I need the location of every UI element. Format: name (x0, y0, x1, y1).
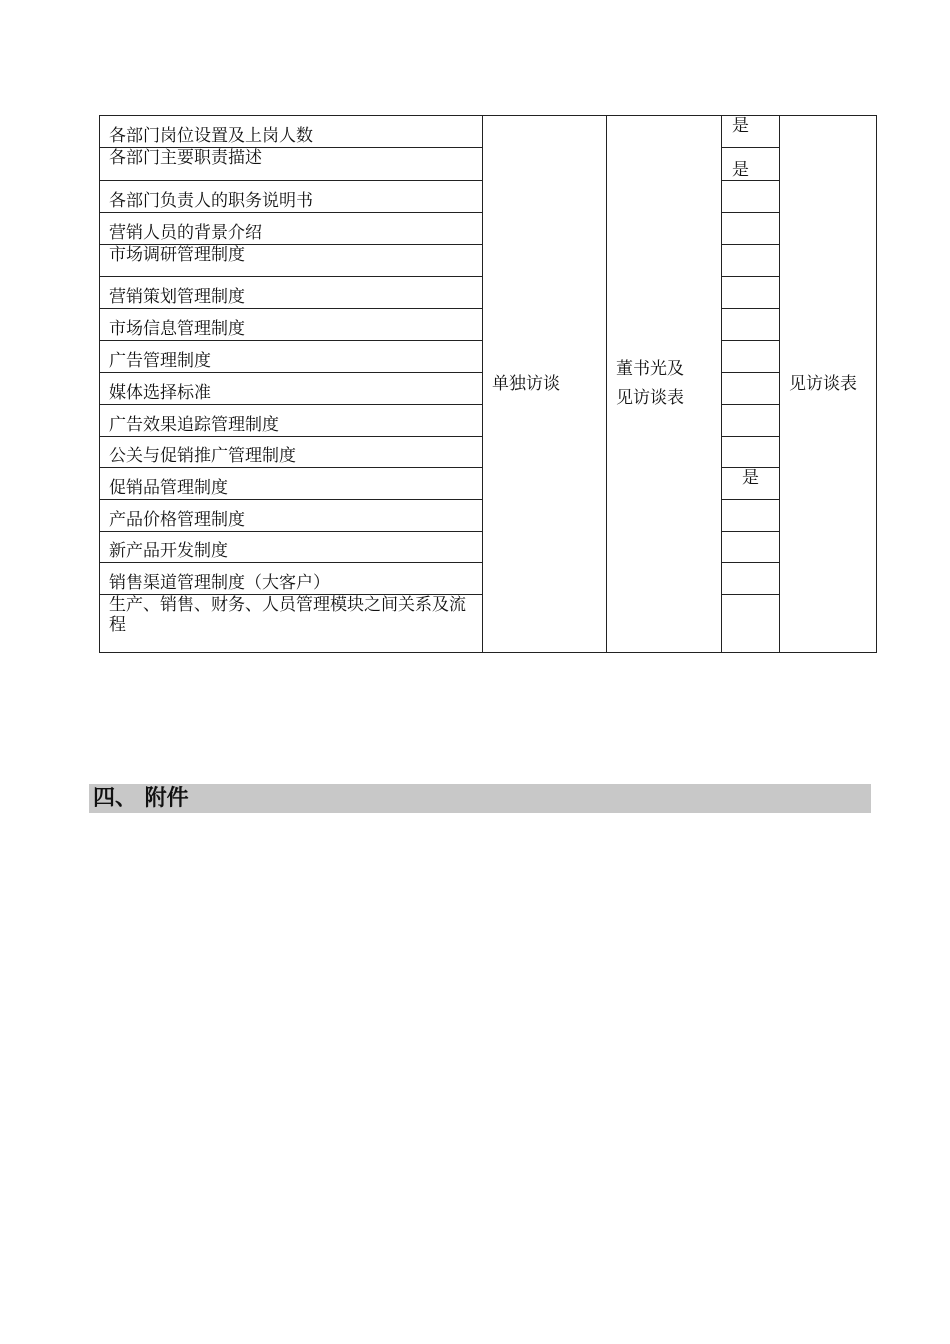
check-cell (722, 341, 780, 373)
item-cell: 各部门主要职责描述 (100, 148, 483, 181)
check-cell (722, 277, 780, 309)
table-body (100, 116, 877, 653)
interviewee-cell (607, 116, 722, 653)
item-cell: 各部门负责人的职务说明书 (100, 181, 483, 213)
check-cell (722, 437, 780, 468)
interviewee-line-1: 董书光及 (616, 359, 684, 379)
item-cell: 新产品开发制度 (100, 532, 483, 563)
check-cell (722, 181, 780, 213)
check-cell (722, 595, 780, 653)
section-heading-bar (89, 784, 871, 813)
item-cell: 产品价格管理制度 (100, 500, 483, 532)
document-table (99, 115, 877, 653)
check-cell (722, 373, 780, 405)
item-cell: 广告管理制度 (100, 341, 483, 373)
item-cell: 促销品管理制度 (100, 468, 483, 500)
check-cell (722, 309, 780, 341)
check-cell (722, 213, 780, 245)
item-cell: 销售渠道管理制度（大客户） (100, 563, 483, 595)
check-cell: 是 (722, 116, 780, 148)
remark-cell: 见访谈表 (780, 116, 877, 653)
check-cell: 是 (722, 148, 780, 181)
interviewee-line-2: 见访谈表 (616, 388, 684, 408)
item-cell: 公关与促销推广管理制度 (100, 437, 483, 468)
check-cell (722, 245, 780, 277)
check-cell (722, 405, 780, 437)
item-cell: 各部门岗位设置及上岗人数 (100, 116, 483, 148)
check-cell: 是 (722, 468, 780, 500)
item-cell: 广告效果追踪管理制度 (100, 405, 483, 437)
check-cell (722, 500, 780, 532)
method-cell: 单独访谈 (483, 116, 607, 653)
check-cell (722, 532, 780, 563)
item-cell: 媒体选择标准 (100, 373, 483, 405)
item-cell: 营销策划管理制度 (100, 277, 483, 309)
item-cell: 市场信息管理制度 (100, 309, 483, 341)
item-cell: 营销人员的背景介绍 (100, 213, 483, 245)
item-cell: 生产、销售、财务、人员管理模块之间关系及流程 (100, 595, 483, 653)
check-cell (722, 563, 780, 595)
table-row (100, 116, 877, 148)
item-cell: 市场调研管理制度 (100, 245, 483, 277)
section-title: 四、 附件 (93, 786, 189, 811)
